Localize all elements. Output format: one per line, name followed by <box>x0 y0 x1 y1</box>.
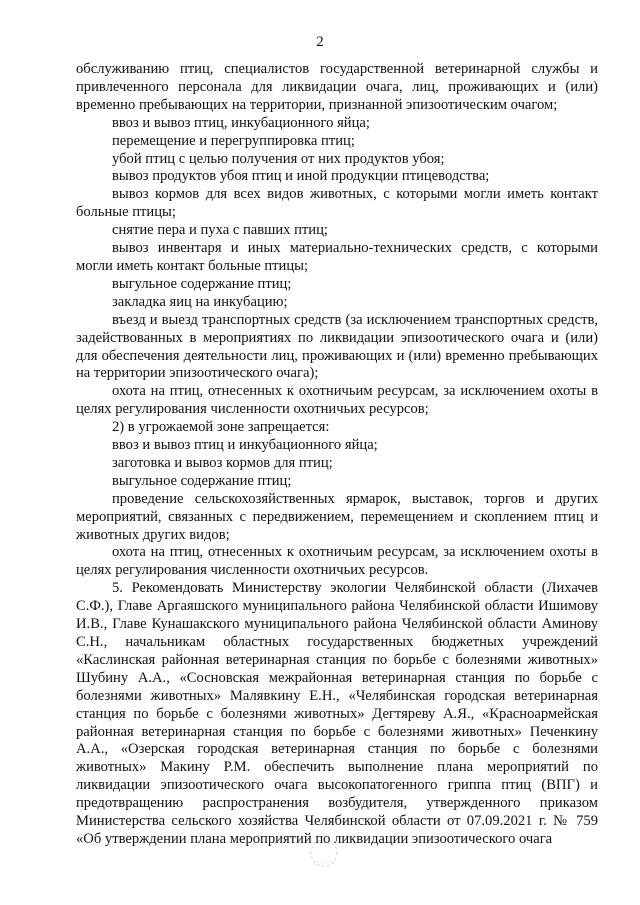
list-item-free-range: выгульное содержание птиц; <box>112 275 292 292</box>
document-body <box>76 61 598 849</box>
list-item-slaughter: убой птиц с целью получения от них продуктов убоя; <box>112 150 445 167</box>
list-item-vehicles: въезд и выезд транспортных средств (за исключением транспортных средств, задействованных в мероприятиях по ликвидации эпизоотического очага и (или) для обеспечения деятельности лиц, проживающих и (или) временно пребывающих на территории эпизоотического очага); <box>76 311 598 382</box>
list-item-threat-fairs: проведение сельскохозяйственных ярмарок, выставок, торгов и других мероприятий, связанных с передвижением, перемещением и скоплением птиц и животных других видов; <box>76 490 598 543</box>
list-item-export-products: вывоз продуктов убоя птиц и иной продукции птицеводства; <box>112 168 490 185</box>
list-item-export-feed: вывоз кормов для всех видов животных, с которыми могли иметь контакт больные птицы; <box>76 186 598 221</box>
list-item-export-equipment: вывоз инвентаря и иных материально-технических средств, с которыми могли иметь контакт больные птицы; <box>76 240 598 274</box>
list-item-threat-hunting: охота на птиц, отнесенных к охотничьим ресурсам, за исключением охоты в целях регулирования численности охотничьих ресурсов. <box>76 544 598 579</box>
list-item-threat-import-export: ввоз и вывоз птиц и инкубационного яйца; <box>112 437 378 454</box>
faint-stamp-mark <box>300 836 348 870</box>
list-item-import-export-birds: ввоз и вывоз птиц, инкубационного яйца; <box>112 114 370 131</box>
list-item-threat-feed: заготовка и вывоз кормов для птиц; <box>112 454 333 471</box>
page-number: 2 <box>316 34 324 50</box>
list-item-feathers: снятие пера и пуха с павших птиц; <box>112 222 328 239</box>
list-item-incubation: закладка яиц на инкубацию; <box>112 293 288 310</box>
section-threatened-zone: 2) в угрожаемой зоне запрещается: <box>112 419 330 436</box>
list-item-hunting: охота на птиц, отнесенных к охотничьим ресурсам, за исключением охоты в целях регулирования численности охотничьих ресурсов; <box>76 383 598 418</box>
list-item-threat-free-range: выгульное содержание птиц; <box>112 472 292 489</box>
paragraph-continuation: обслуживанию птиц, специалистов государственной ветеринарной службы и привлеченного персонала для ликвидации очага, лиц, проживающих и (или) временно пребывающих на территории, признанной эпизоотическим очагом; <box>76 61 598 113</box>
paragraph-item-5: 5. Рекомендовать Министерству экологии Челябинской области (Лихачев С.Ф.), Главе Аргаяшского муниципального района Челябинской области Ишимову И.В., Главе Кунашакского муниципального района Челябинской области Аминову С.Н., начальникам областных государственных бюджетных учреждений «Каслинская районная ветеринарная станция по борьбе с болезнями животных» Шубину А.А., «Сосновская межрайонная ветеринарная станция по борьбе с болезнями животных» Малявкину Е.Н., «Челябинская городская ветеринарная станция по борьбе с болезнями животных» Дегтяреву А.Я., «Красноармейская районная ветеринарная станция по борьбе с болезнями животных» Печенкину А.А., «Озерская городская ветеринарная станция по борьбе с болезнями животных» Макину Р.М. обеспечить выполнение плана мероприятий по ликвидации эпизоотического очага высокопатогенного гриппа птиц (ВПГ) и предотвращению распространения возбудителя, утвержденного приказом Министерства сельского хозяйства Челябинской области от 07.09.2021 г. № 759 «Об утверждении плана мероприятий по ликвидации эпизоотического очага <box>76 580 598 847</box>
list-item-bird-movement: перемещение и перегруппировка птиц; <box>112 132 355 149</box>
